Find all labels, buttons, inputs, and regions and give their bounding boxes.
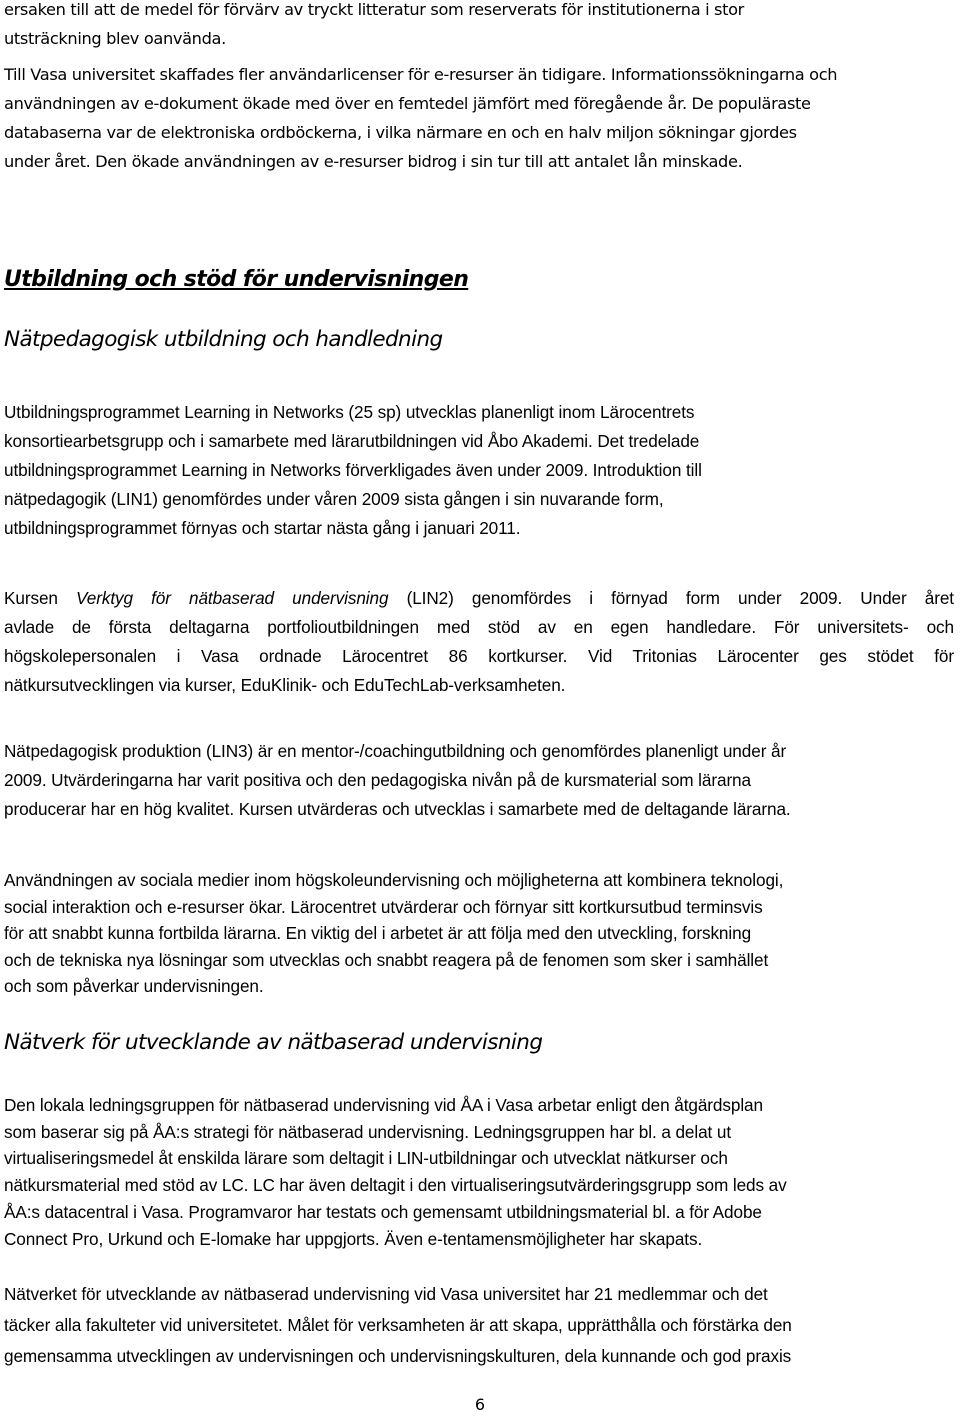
text-line: gemensamma utvecklingen av undervisningen och undervisningskulturen, dela kunnande och god praxis <box>4 1346 792 1366</box>
text-line: Den lokala ledningsgruppen för nätbaserad undervisning vid ÅA i Vasa arbetar enligt den åtgärdsplan <box>4 1095 763 1115</box>
text-line: utsträckning blev oanvända. <box>4 29 226 48</box>
text-line: Nätpedagogisk produktion (LIN3) är en mentor-/coachingutbildning och genomfördes planenligt under år <box>4 741 787 761</box>
text-line: under året. Den ökade användningen av e-resurser bidrog i sin tur till att antalet lån minskade. <box>4 152 743 171</box>
vasa-paragraph <box>4 60 954 176</box>
text-line: och de tekniska nya lösningar som utvecklas och snabbt reagera på de fenomen som sker i samhället <box>4 949 769 970</box>
lin2-paragraph <box>4 584 954 700</box>
text-line: Nätverket för utvecklande av nätbaserad undervisning vid Vasa universitet har 21 medlemmar och det <box>4 1284 768 1304</box>
text-line: utbildningsprogrammet förnyas och startar nästa gång i januari 2011. <box>4 518 521 538</box>
lin3-paragraph <box>4 737 954 824</box>
social-paragraph <box>4 867 954 1000</box>
text-line: för att snabbt kunna fortbilda lärarna. En viktig del i arbetet är att följa med den utveckling, forskning <box>4 923 752 943</box>
text-line: avlade de första deltagarna portfolioutbildningen med stöd av en egen handledare. För universitets- och <box>4 617 954 637</box>
text-line: databaserna var de elektroniska ordböckerna, i vilka närmare en och en halv miljon sökningar gjordes <box>4 123 797 142</box>
text-line: virtualiseringsmedel åt enskilda lärare som deltagit i LIN-utbildningar och utvecklat nätkurser och <box>4 1148 728 1169</box>
network-paragraph <box>4 1092 954 1252</box>
text-line: högskolepersonalen i Vasa ordnade Lärocentret 86 kortkurser. Vid Tritonias Lärocenter ges stödet för <box>4 646 954 666</box>
text-line: Kursen Verktyg för nätbaserad undervisning (LIN2) genomfördes i förnyad form under 2009. Under året <box>4 588 954 608</box>
text-line: social interaktion och e-resurser ökar. Lärocentret utvärderar och förnyar sitt kortkursutbud terminsvis <box>4 896 763 917</box>
text-line: 2009. Utvärderingarna har varit positiva och den pedagogiska nivån på de kursmaterial som lärarna <box>4 770 751 790</box>
text-line: ersaken till att de medel för förvärv av tryckt litteratur som reserverats för institutionerna i stor <box>4 0 744 19</box>
text-line: ÅA:s datacentral i Vasa. Programvaror har testats och gemensamt utbildningsmaterial bl. a för Adobe <box>4 1201 762 1222</box>
text-line: nätkursmaterial med stöd av LC. LC har även deltagit i den virtualiseringsutvärderingsgrupp som leds av <box>4 1175 787 1196</box>
course-title: Verktyg för nätbaserad undervisning <box>76 588 389 608</box>
text-line: nätkursutvecklingen via kurser, EduKlinik- och EduTechLab-verksamheten. <box>4 675 566 695</box>
text-line: nätpedagogik (LIN1) genomfördes under våren 2009 sista gången i sin nuvarande form, <box>4 489 664 509</box>
learning-paragraph <box>4 398 954 543</box>
text-line: konsortiearbetsgrupp och i samarbete med lärarutbildningen vid Åbo Akademi. Det tredelade <box>4 431 700 451</box>
text-line: och som påverkar undervisningen. <box>4 976 264 996</box>
text-line: täcker alla fakulteter vid universitetet. Målet för verksamheten är att skapa, upprätthålla och förstärka den <box>4 1315 792 1335</box>
text-line: utbildningsprogrammet Learning in Networks förverkligades även under 2009. Introduktion till <box>4 460 702 480</box>
text-line: Användningen av sociala medier inom högskoleundervisning och möjligheterna att kombinera teknologi, <box>4 870 784 890</box>
text-line: som baserar sig på ÅA:s strategi för nätbaserad undervisning. Ledningsgruppen har bl. a delat ut <box>4 1121 732 1142</box>
text-line: Connect Pro, Urkund och E-lomake har uppgjorts. Även e-tentamensmöjligheter har skapats. <box>4 1228 703 1249</box>
page-number: 6 <box>474 1395 486 1414</box>
text-line: användningen av e-dokument ökade med över en femtedel jämfört med föregående år. De populäraste <box>4 94 811 113</box>
text-line: producerar har en hög kvalitet. Kursen utvärderas och utvecklas i samarbete med de deltagande lärarna. <box>4 799 791 819</box>
intro-paragraph <box>4 0 954 53</box>
subsection-heading: Nätpedagogisk utbildning och handledning <box>4 327 443 352</box>
subsection-heading: Nätverk för utvecklande av nätbaserad undervisning <box>4 1030 543 1055</box>
section-heading: Utbildning och stöd för undervisningen <box>4 267 469 292</box>
text-line: Utbildningsprogrammet Learning in Networks (25 sp) utvecklas planenligt inom Lärocentrets <box>4 402 695 422</box>
text-line: Till Vasa universitet skaffades fler användarlicenser för e-resurser än tidigare. Informationssökningarna och <box>4 65 838 84</box>
members-paragraph <box>4 1279 954 1372</box>
